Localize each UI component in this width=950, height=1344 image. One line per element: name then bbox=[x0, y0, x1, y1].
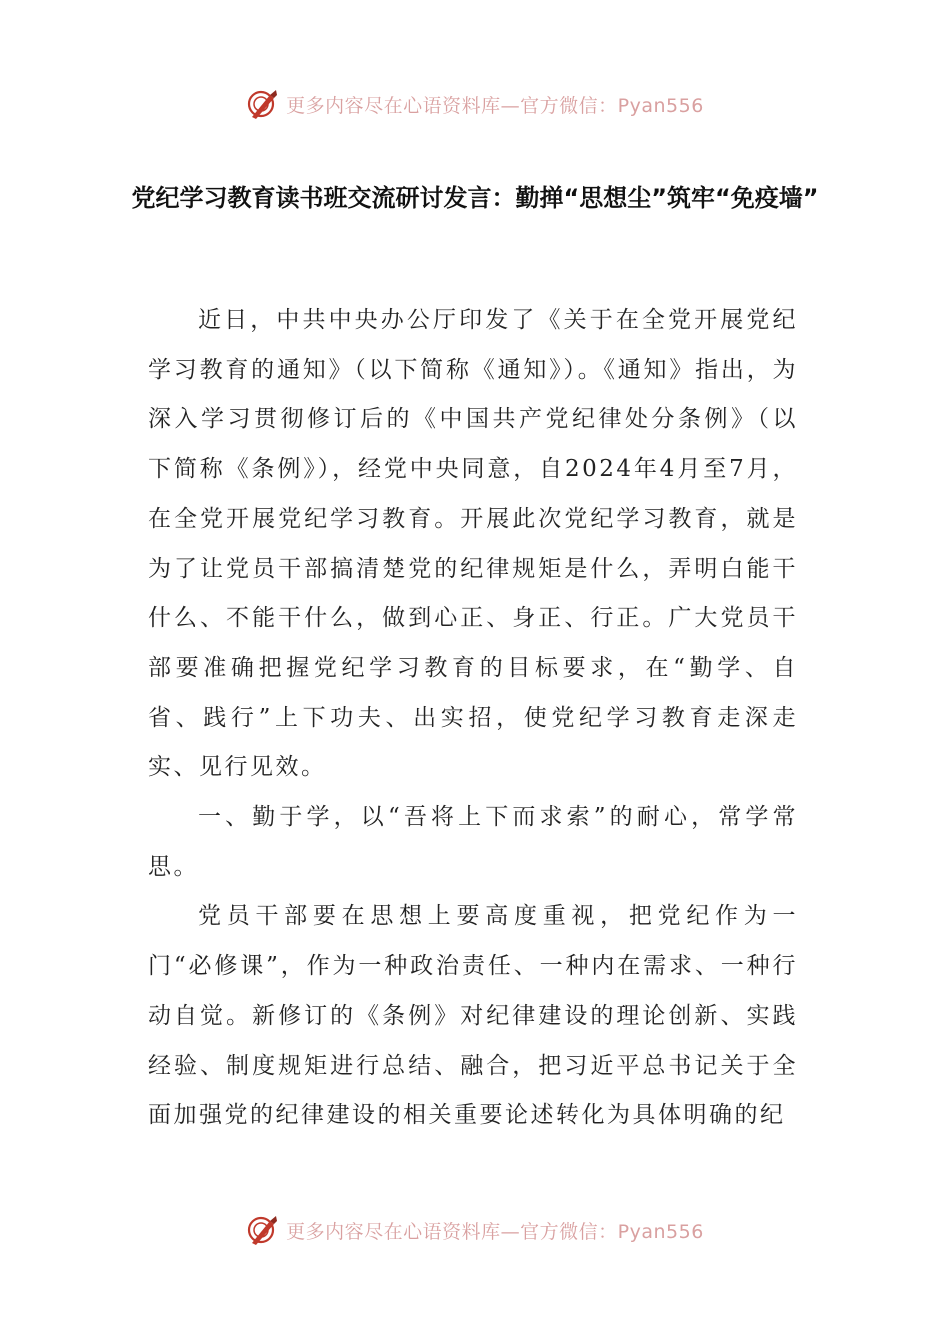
watermark-handle: Pyan556 bbox=[617, 1220, 704, 1243]
document-body bbox=[148, 296, 798, 1141]
watermark-footer bbox=[0, 1210, 950, 1250]
watermark-text: 更多内容尽在心语资料库—官方微信：Pyan556 bbox=[286, 1220, 704, 1243]
paragraph-intro: 近日，中共中央办公厅印发了《关于在全党开展党纪学习教育的通知》（以下简称《通知》）。《通知》指出，为深入学习贯彻修订后的《中国共产党纪律处分条例》（以下简称《条例》），经党中央同意，自2024年4月至7月，在全党开展党纪学习教育。开展此次党纪学习教育，就是为了让党员干部搞清楚党的纪律规矩是什么，弄明白能干什么、不能干什么，做到心正、身正、行正。广大党员干部要准确把握党纪学习教育的目标要求，在“勤学、自省、践行”上下功夫、出实招，使党纪学习教育走深走实、见行见效。 bbox=[148, 307, 798, 781]
watermark-header bbox=[0, 84, 950, 124]
watermark-handle: Pyan556 bbox=[617, 94, 704, 117]
pen-nib-logo-icon bbox=[246, 1213, 280, 1247]
document-title: 党纪学习教育读书班交流研讨发言：勤掸“思想尘”筑牢“免疫墙” bbox=[131, 184, 819, 212]
paragraph-section-heading: 一、勤于学，以“吾将上下而求索”的耐心，常学常思。 bbox=[148, 804, 798, 880]
paragraph-section-body: 党员干部要在思想上要高度重视，把党纪作为一门“必修课”，作为一种政治责任、一种内在需求、一种行动自觉。新修订的《条例》对纪律建设的理论创新、实践经验、制度规矩进行总结、融合，把习近平总书记关于全面加强党的纪律建设的相关重要论述转化为具体明确的纪 bbox=[148, 903, 798, 1129]
watermark-text: 更多内容尽在心语资料库—官方微信：Pyan556 bbox=[286, 94, 704, 117]
pen-nib-logo-icon bbox=[246, 87, 280, 121]
